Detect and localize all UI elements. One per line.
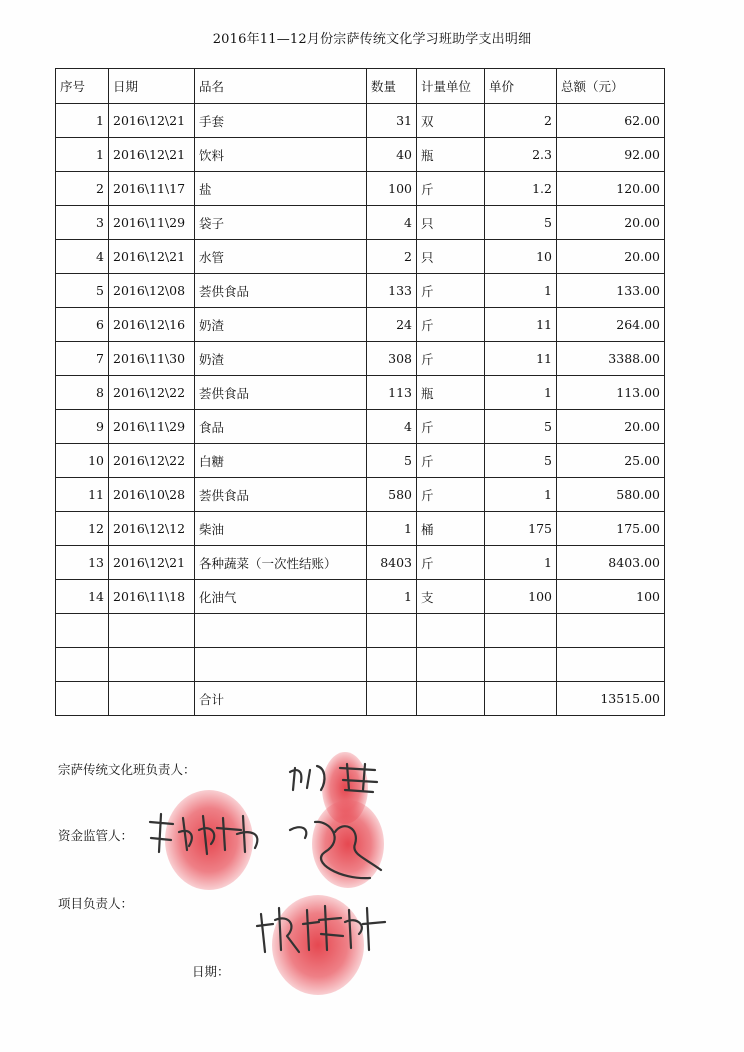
row-total: 100: [557, 580, 665, 614]
row-quantity: 2: [367, 240, 417, 274]
row-price: 100: [485, 580, 557, 614]
row-date: 2016\12\22: [109, 376, 195, 410]
total-cell-empty: [367, 682, 417, 716]
table-row: [56, 240, 665, 274]
row-price: 2: [485, 104, 557, 138]
row-unit: 只: [417, 206, 485, 240]
handwritten-signature: [145, 810, 270, 860]
table-row: [56, 308, 665, 342]
row-total: 120.00: [557, 172, 665, 206]
row-item: 盐: [195, 172, 367, 206]
header-quantity: 数量: [367, 69, 417, 104]
row-price: 11: [485, 308, 557, 342]
total-value: 13515.00: [557, 682, 665, 716]
row-quantity: 24: [367, 308, 417, 342]
row-index: 9: [56, 410, 109, 444]
row-index: 7: [56, 342, 109, 376]
row-item: 食品: [195, 410, 367, 444]
row-item: 白糖: [195, 444, 367, 478]
row-quantity: 31: [367, 104, 417, 138]
row-index: 14: [56, 580, 109, 614]
row-total: 113.00: [557, 376, 665, 410]
row-item: 荟供食品: [195, 478, 367, 512]
table-row: [56, 206, 665, 240]
row-date: 2016\11\18: [109, 580, 195, 614]
header-unit: 计量单位: [417, 69, 485, 104]
row-total: 8403.00: [557, 546, 665, 580]
document-title: 2016年11—12月份宗萨传统文化学习班助学支出明细: [212, 32, 532, 47]
row-total: [557, 648, 665, 682]
total-cell-empty: [417, 682, 485, 716]
row-unit: 支: [417, 580, 485, 614]
table-row: [56, 138, 665, 172]
row-price: 1.2: [485, 172, 557, 206]
row-index: 13: [56, 546, 109, 580]
row-index: 11: [56, 478, 109, 512]
row-index: 1: [56, 138, 109, 172]
row-item: 柴油: [195, 512, 367, 546]
total-cell-empty: [485, 682, 557, 716]
row-quantity: 113: [367, 376, 417, 410]
row-unit: 只: [417, 240, 485, 274]
row-index: 8: [56, 376, 109, 410]
row-quantity: 100: [367, 172, 417, 206]
row-index: [56, 614, 109, 648]
row-total: 264.00: [557, 308, 665, 342]
row-quantity: 580: [367, 478, 417, 512]
row-item: [195, 614, 367, 648]
row-total: 25.00: [557, 444, 665, 478]
total-cell-empty: [109, 682, 195, 716]
row-price: 1: [485, 546, 557, 580]
row-unit: 斤: [417, 546, 485, 580]
row-price: 5: [485, 444, 557, 478]
row-index: 1: [56, 104, 109, 138]
row-unit: 斤: [417, 172, 485, 206]
row-quantity: 40: [367, 138, 417, 172]
table-row: [56, 580, 665, 614]
row-item: 水管: [195, 240, 367, 274]
header-item: 品名: [195, 69, 367, 104]
fund-supervisor-label: 资金监管人：: [58, 828, 134, 843]
row-unit: 斤: [417, 478, 485, 512]
table-row: [56, 104, 665, 138]
row-index: 10: [56, 444, 109, 478]
row-item: 奶渣: [195, 342, 367, 376]
row-unit: 斤: [417, 342, 485, 376]
row-price: 5: [485, 206, 557, 240]
row-date: 2016\12\21: [109, 546, 195, 580]
table-row: [56, 410, 665, 444]
expense-table: [55, 68, 665, 716]
row-price: 2.3: [485, 138, 557, 172]
row-quantity: 133: [367, 274, 417, 308]
row-total: 133.00: [557, 274, 665, 308]
row-date: [109, 648, 195, 682]
row-total: 92.00: [557, 138, 665, 172]
row-quantity: 4: [367, 410, 417, 444]
row-item: 奶渣: [195, 308, 367, 342]
row-unit: 桶: [417, 512, 485, 546]
row-quantity: 8403: [367, 546, 417, 580]
row-quantity: [367, 614, 417, 648]
row-price: [485, 648, 557, 682]
row-index: [56, 648, 109, 682]
row-total: 20.00: [557, 410, 665, 444]
row-date: 2016\12\16: [109, 308, 195, 342]
class-leader-label: 宗萨传统文化班负责人：: [58, 762, 196, 777]
row-total: 20.00: [557, 240, 665, 274]
row-item: 各种蔬菜（一次性结账）: [195, 546, 367, 580]
row-item: 荟供食品: [195, 376, 367, 410]
row-date: 2016\12\08: [109, 274, 195, 308]
row-date: 2016\12\21: [109, 240, 195, 274]
row-date: 2016\12\21: [109, 138, 195, 172]
row-index: 2: [56, 172, 109, 206]
table-row: [56, 444, 665, 478]
header-total: 总额（元）: [557, 69, 665, 104]
row-quantity: 308: [367, 342, 417, 376]
table-header-row: [56, 69, 665, 104]
header-date: 日期: [109, 69, 195, 104]
row-price: [485, 614, 557, 648]
row-index: 4: [56, 240, 109, 274]
row-unit: 瓶: [417, 376, 485, 410]
row-price: 11: [485, 342, 557, 376]
row-quantity: 1: [367, 580, 417, 614]
row-date: 2016\11\29: [109, 206, 195, 240]
total-cell-empty: [56, 682, 109, 716]
row-price: 10: [485, 240, 557, 274]
table-row: [56, 376, 665, 410]
row-price: 1: [485, 274, 557, 308]
row-item: 饮料: [195, 138, 367, 172]
row-quantity: 4: [367, 206, 417, 240]
row-date: 2016\11\17: [109, 172, 195, 206]
table-row: [56, 274, 665, 308]
row-quantity: 5: [367, 444, 417, 478]
row-index: 5: [56, 274, 109, 308]
row-unit: 斤: [417, 444, 485, 478]
row-unit: [417, 614, 485, 648]
project-leader-label: 项目负责人：: [58, 896, 134, 911]
row-unit: 瓶: [417, 138, 485, 172]
row-index: 6: [56, 308, 109, 342]
handwritten-signature: [255, 900, 395, 960]
table-row: [56, 342, 665, 376]
row-index: 3: [56, 206, 109, 240]
row-total: 175.00: [557, 512, 665, 546]
row-unit: 斤: [417, 274, 485, 308]
row-quantity: [367, 648, 417, 682]
row-total: 62.00: [557, 104, 665, 138]
row-date: 2016\12\12: [109, 512, 195, 546]
row-quantity: 1: [367, 512, 417, 546]
row-date: 2016\12\22: [109, 444, 195, 478]
table-row: [56, 172, 665, 206]
handwritten-signature: [285, 810, 395, 890]
row-total: [557, 614, 665, 648]
table-row: [56, 512, 665, 546]
handwritten-signature: [285, 760, 395, 800]
row-price: 1: [485, 478, 557, 512]
date-label: 日期：: [192, 964, 230, 979]
row-price: 175: [485, 512, 557, 546]
row-price: 5: [485, 410, 557, 444]
row-date: [109, 614, 195, 648]
row-price: 1: [485, 376, 557, 410]
row-date: 2016\12\21: [109, 104, 195, 138]
table-row: [56, 546, 665, 580]
row-unit: 双: [417, 104, 485, 138]
row-item: 手套: [195, 104, 367, 138]
row-total: 20.00: [557, 206, 665, 240]
row-index: 12: [56, 512, 109, 546]
row-item: 袋子: [195, 206, 367, 240]
row-total: 580.00: [557, 478, 665, 512]
table-row: [56, 648, 665, 682]
row-unit: 斤: [417, 410, 485, 444]
row-total: 3388.00: [557, 342, 665, 376]
row-item: 化油气: [195, 580, 367, 614]
row-unit: 斤: [417, 308, 485, 342]
row-date: 2016\11\29: [109, 410, 195, 444]
row-unit: [417, 648, 485, 682]
table-row: [56, 614, 665, 648]
row-date: 2016\11\30: [109, 342, 195, 376]
row-item: [195, 648, 367, 682]
row-item: 荟供食品: [195, 274, 367, 308]
total-label: 合计: [195, 682, 367, 716]
header-price: 单价: [485, 69, 557, 104]
row-date: 2016\10\28: [109, 478, 195, 512]
table-row: [56, 478, 665, 512]
total-row: [56, 682, 665, 716]
header-index: 序号: [56, 69, 109, 104]
